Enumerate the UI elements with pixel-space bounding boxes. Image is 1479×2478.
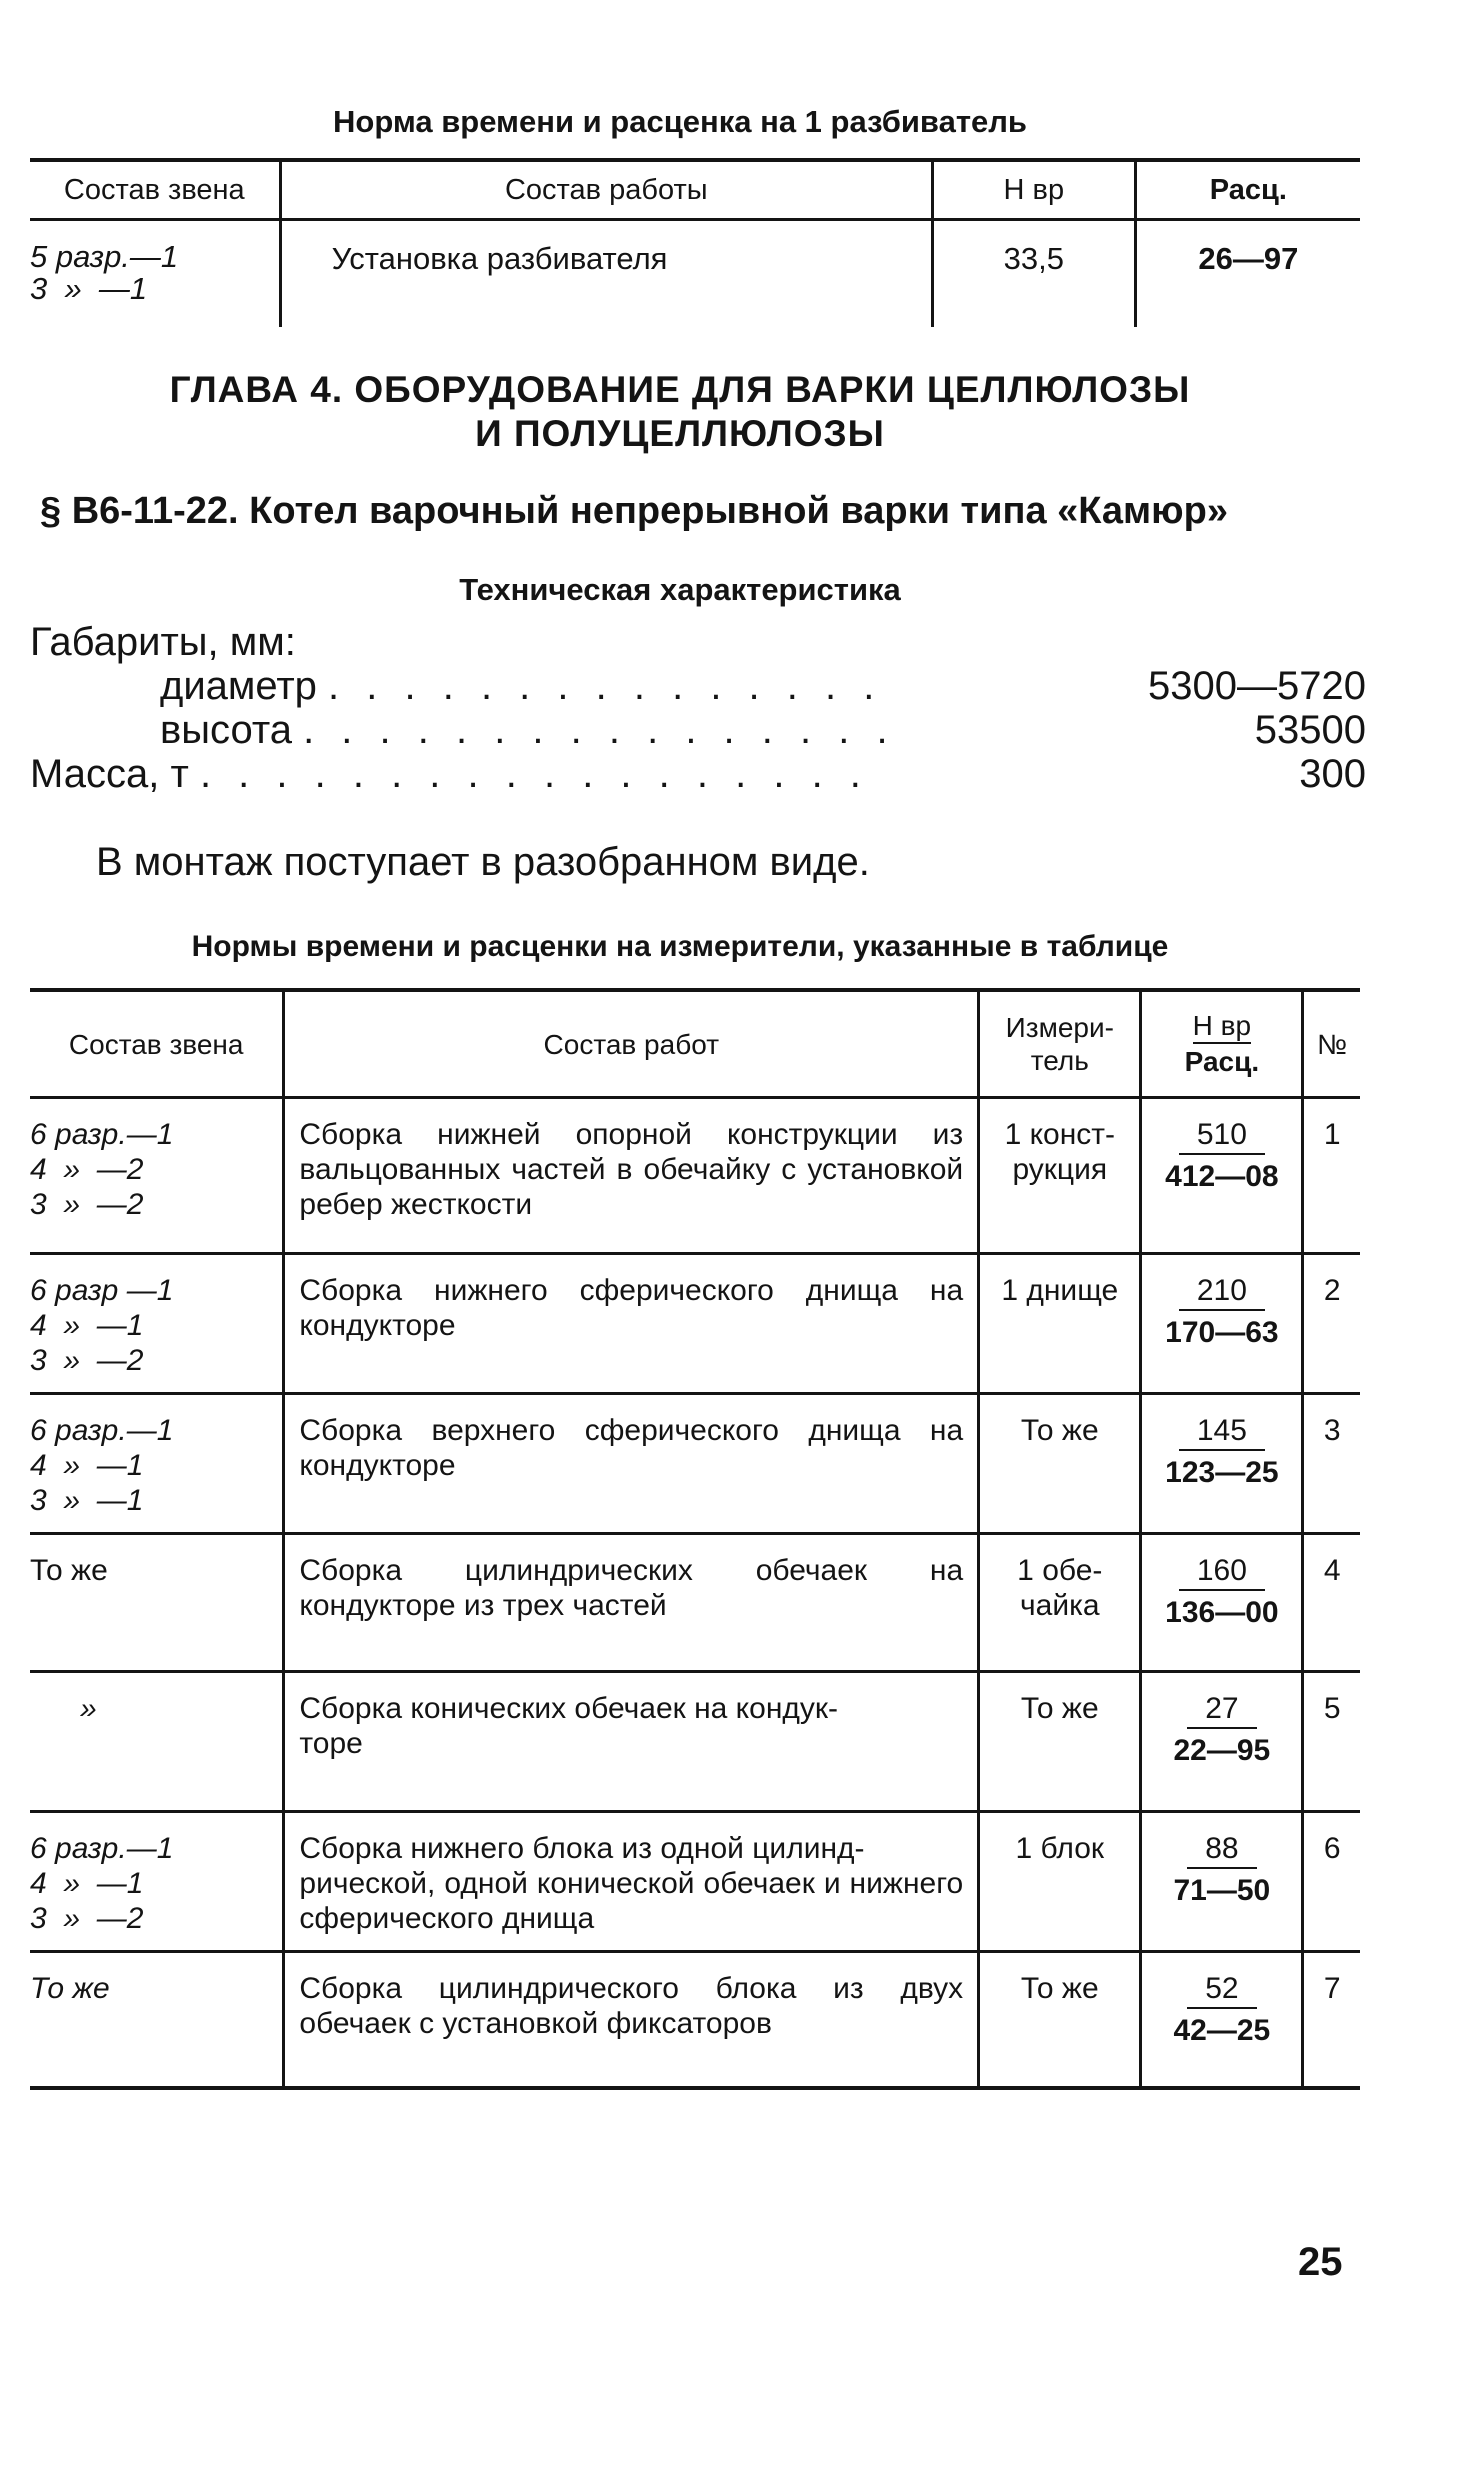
row-norm-rate <box>1141 1534 1303 1672</box>
spec-height-value: 53500 <box>1254 708 1366 752</box>
row-crew: » <box>30 1672 284 1812</box>
row-norm-rate <box>1141 1098 1303 1254</box>
row-norm: 88 <box>1187 1831 1256 1869</box>
spec-diameter-row <box>160 664 882 708</box>
table2-header-row <box>30 990 1360 1098</box>
table-row <box>30 1952 1360 2088</box>
row-unit: 1 днище <box>979 1254 1141 1394</box>
section-title: § В6-11-22. Котел варочный непрерывной варки типа «Камюр» <box>40 490 1228 532</box>
row-num: 4 <box>1303 1534 1360 1672</box>
spec-dimensions-label: Габариты, мм: <box>30 620 296 664</box>
row-norm-rate <box>1141 1952 1303 2088</box>
table2-header-num: № <box>1303 990 1360 1098</box>
row-norm: 510 <box>1179 1117 1265 1155</box>
row-work: Сборка верхнего сферического днища на кондукторе <box>284 1394 979 1534</box>
table1-header-norm: Н вр <box>932 160 1135 220</box>
leader-dots: . . . . . . . . . . . . . . . . . . <box>199 752 869 796</box>
row-unit: То же <box>979 1394 1141 1534</box>
spec-diameter-label: диаметр <box>160 664 317 708</box>
table2-header-unit: Измери- тель <box>979 990 1141 1098</box>
row-unit: То же <box>979 1672 1141 1812</box>
row-crew: 6 разр.—1 4 » —1 3 » —1 <box>30 1394 284 1534</box>
table1-rate: 26—97 <box>1135 220 1360 328</box>
table2-header-norm-rate <box>1141 990 1303 1098</box>
row-crew: 6 разр.—1 4 » —1 3 » —2 <box>30 1812 284 1952</box>
row-work: Сборка цилиндрического блока из двух обечаек с установкой фиксаторов <box>284 1952 979 2088</box>
spec-diameter-value: 5300—5720 <box>1148 664 1366 708</box>
spec-height-row <box>160 708 896 752</box>
row-norm: 210 <box>1179 1273 1265 1311</box>
row-norm: 52 <box>1187 1971 1256 2009</box>
row-norm-rate <box>1141 1812 1303 1952</box>
table1-work: Установка разбивателя <box>280 220 932 328</box>
spec-mass-value: 300 <box>1299 752 1366 796</box>
table-row <box>30 1254 1360 1394</box>
spec-mass-row <box>30 752 869 796</box>
row-rate: 170—63 <box>1165 1316 1279 1349</box>
row-work: Сборка нижнего блока из одной цилинд- рической, одной конической обечаек и нижнего сферического днища <box>284 1812 979 1952</box>
table-row <box>30 1534 1360 1672</box>
page-number: 25 <box>1298 2240 1343 2284</box>
table-row <box>30 220 1360 328</box>
row-norm: 145 <box>1179 1413 1265 1451</box>
row-rate: 42—25 <box>1173 2014 1271 2047</box>
table1-header-work: Состав работы <box>280 160 932 220</box>
table1-norm: 33,5 <box>932 220 1135 328</box>
row-crew: То же <box>30 1534 284 1672</box>
row-rate: 136—00 <box>1165 1596 1279 1629</box>
row-num: 7 <box>1303 1952 1360 2088</box>
row-crew: 6 разр.—1 4 » —2 3 » —2 <box>30 1098 284 1254</box>
row-work: Сборка нижнего сферического днища на кондукторе <box>284 1254 979 1394</box>
leader-dots: . . . . . . . . . . . . . . . . <box>303 708 896 752</box>
row-norm-rate <box>1141 1254 1303 1394</box>
row-rate: 123—25 <box>1165 1456 1279 1489</box>
table1-header-rate: Расц. <box>1135 160 1360 220</box>
spec-mass-label: Масса, т <box>30 752 189 796</box>
table-row <box>30 1098 1360 1254</box>
row-work: Сборка конических обечаек на кондук- торе <box>284 1672 979 1812</box>
row-crew: 6 разр —1 4 » —1 3 » —2 <box>30 1254 284 1394</box>
row-work: Сборка нижней опорной конструкции из вальцованных частей в обечайку с установкой ребер жесткости <box>284 1098 979 1254</box>
row-unit: 1 обе- чайка <box>979 1534 1141 1672</box>
table-row <box>30 1672 1360 1812</box>
spec-caption: Техническая характеристика <box>459 572 901 607</box>
table1-caption: Норма времени и расценка на 1 разбиватель <box>333 104 1027 139</box>
row-num: 2 <box>1303 1254 1360 1394</box>
table1-header-row <box>30 160 1360 220</box>
table2-header-norm: Н вр <box>1193 1010 1251 1044</box>
row-num: 1 <box>1303 1098 1360 1254</box>
spec-height-label: высота <box>160 708 292 752</box>
table2-header-work: Состав работ <box>284 990 979 1098</box>
row-norm-rate <box>1141 1394 1303 1534</box>
table1-crew: 5 разр.—1 3 » —1 <box>30 239 179 306</box>
row-unit: 1 блок <box>979 1812 1141 1952</box>
table-row <box>30 1394 1360 1534</box>
table2-caption: Нормы времени и расценки на измерители, указанные в таблице <box>191 930 1169 963</box>
row-unit: То же <box>979 1952 1141 2088</box>
row-num: 6 <box>1303 1812 1360 1952</box>
row-work: Сборка цилиндрических обечаек на кондукторе из трех частей <box>284 1534 979 1672</box>
table-row <box>30 1812 1360 1952</box>
chapter-title: ГЛАВА 4. ОБОРУДОВАНИЕ ДЛЯ ВАРКИ ЦЕЛЛЮЛОЗЫ И ПОЛУЦЕЛЛЮЛОЗЫ <box>169 369 1191 454</box>
row-norm: 27 <box>1187 1691 1256 1729</box>
assembly-note: В монтаж поступает в разобранном виде. <box>96 840 870 884</box>
row-num: 3 <box>1303 1394 1360 1534</box>
table1-header-crew: Состав звена <box>30 160 280 220</box>
row-crew: То же <box>30 1972 110 2005</box>
table1 <box>30 158 1360 327</box>
row-rate: 412—08 <box>1165 1160 1279 1193</box>
table2 <box>30 988 1360 2090</box>
row-rate: 22—95 <box>1173 1734 1271 1767</box>
leader-dots: . . . . . . . . . . . . . . . <box>328 664 883 708</box>
row-norm-rate <box>1141 1672 1303 1812</box>
table2-header-rate: Расц. <box>1184 1045 1260 1077</box>
row-num: 5 <box>1303 1672 1360 1812</box>
table2-header-crew: Состав звена <box>30 990 284 1098</box>
row-unit: 1 конст- рукция <box>979 1098 1141 1254</box>
row-norm: 160 <box>1179 1553 1265 1591</box>
row-rate: 71—50 <box>1173 1874 1271 1907</box>
